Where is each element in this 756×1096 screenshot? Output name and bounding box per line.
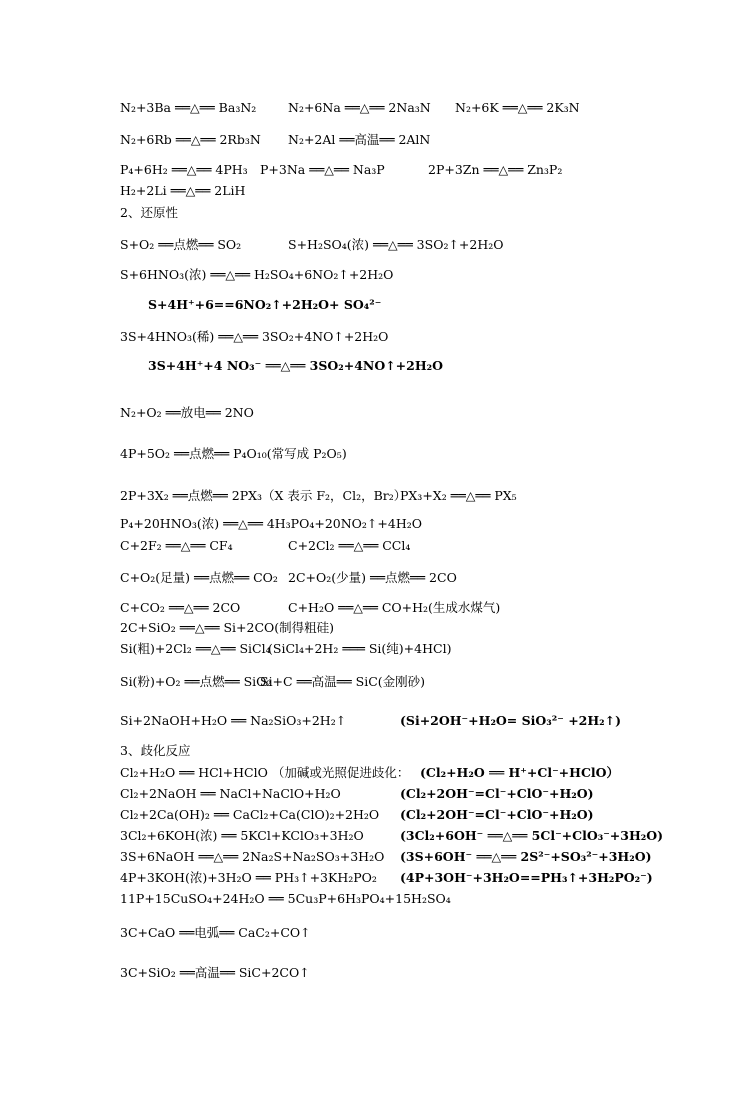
equation-text: S+6HNO₃(浓) ══△══ H₂SO₄+6NO₂↑+2H₂O xyxy=(120,267,394,282)
equation-text: 3、歧化反应 xyxy=(120,743,191,758)
equation-text: N₂+6Rb ══△══ 2Rb₃N xyxy=(120,132,261,147)
equation-text: 3Cl₂+6KOH(浓) ══ 5KCl+KClO₃+3H₂O xyxy=(120,828,364,843)
equation-text: C+2Cl₂ ══△══ CCl₄ xyxy=(288,538,411,553)
equation-text: C+O₂(足量) ══点燃══ CO₂ xyxy=(120,570,278,585)
equation-text: (SiCl₄+2H₂ ═══ Si(纯)+4HCl) xyxy=(268,641,452,656)
equation-text: Si+2NaOH+H₂O ══ Na₂SiO₃+2H₂↑ xyxy=(120,713,347,728)
equation-text: (Si+2OH⁻+H₂O= SiO₃²⁻ +2H₂↑) xyxy=(400,713,622,728)
equation-text: 2P+3Zn ══△══ Zn₃P₂ xyxy=(428,162,563,177)
equation-text: Si+C ══高温══ SiC(金刚砂) xyxy=(260,674,426,689)
equation-text: H₂+2Li ══△══ 2LiH xyxy=(120,183,246,198)
equation-text: P₄+20HNO₃(浓) ══△══ 4H₃PO₄+20NO₂↑+4H₂O xyxy=(120,516,422,531)
equation-text: N₂+3Ba ══△══ Ba₃N₂ xyxy=(120,100,257,115)
equation-text: C+H₂O ══△══ CO+H₂(生成水煤气) xyxy=(288,600,501,615)
equation-text: Si(粉)+O₂ ══点燃══ SiO₂ xyxy=(120,674,272,689)
equation-text: 3C+SiO₂ ══高温══ SiC+2CO↑ xyxy=(120,965,310,980)
equation-text: Cl₂+2Ca(OH)₂ ══ CaCl₂+Ca(ClO)₂+2H₂O xyxy=(120,807,380,822)
equation-text: (4P+3OH⁻+3H₂O==PH₃↑+3H₂PO₂⁻) xyxy=(400,870,653,885)
equation-text: C+CO₂ ══△══ 2CO xyxy=(120,600,241,615)
equation-text: 3C+CaO ══电弧══ CaC₂+CO↑ xyxy=(120,925,311,940)
equation-text: Cl₂+H₂O ══ HCl+HClO （加碱或光照促进歧化： xyxy=(120,765,410,780)
equation-text: 3S+4HNO₃(稀) ══△══ 3SO₂+4NO↑+2H₂O xyxy=(120,329,389,344)
equation-text: Si(粗)+2Cl₂ ══△══ SiCl₄ xyxy=(120,641,271,656)
equation-text: P+3Na ══△══ Na₃P xyxy=(260,162,385,177)
equation-text: 2C+O₂(少量) ══点燃══ 2CO xyxy=(288,570,457,585)
equation-text: N₂+6K ══△══ 2K₃N xyxy=(455,100,580,115)
equation-text: (Cl₂+2OH⁻=Cl⁻+ClO⁻+H₂O) xyxy=(400,786,594,801)
equation-text: 3S+4H⁺+4 NO₃⁻ ══△══ 3SO₂+4NO↑+2H₂O xyxy=(148,358,444,373)
equation-text: (3S+6OH⁻ ══△══ 2S²⁻+SO₃²⁻+3H₂O) xyxy=(400,849,652,864)
equation-text: 2C+SiO₂ ══△══ Si+2CO(制得粗硅) xyxy=(120,620,335,635)
equation-text: (Cl₂+H₂O ══ H⁺+Cl⁻+HClO） xyxy=(420,765,620,780)
equation-text: S+H₂SO₄(浓) ══△══ 3SO₂↑+2H₂O xyxy=(288,237,504,252)
equation-text: Cl₂+2NaOH ══ NaCl+NaClO+H₂O xyxy=(120,786,341,801)
equation-text: N₂+6Na ══△══ 2Na₃N xyxy=(288,100,431,115)
equation-text: (3Cl₂+6OH⁻ ══△══ 5Cl⁻+ClO₃⁻+3H₂O) xyxy=(400,828,664,843)
equation-text: N₂+2Al ══高温══ 2AlN xyxy=(288,132,431,147)
equation-text: 11P+15CuSO₄+24H₂O ══ 5Cu₃P+6H₃PO₄+15H₂SO₄ xyxy=(120,891,451,906)
equation-text: PX₃+X₂ ══△══ PX₅ xyxy=(400,488,517,503)
equation-text: 4P+3KOH(浓)+3H₂O ══ PH₃↑+3KH₂PO₂ xyxy=(120,870,377,885)
equation-text: 3S+6NaOH ══△══ 2Na₂S+Na₂SO₃+3H₂O xyxy=(120,849,385,864)
equation-text: (Cl₂+2OH⁻=Cl⁻+ClO⁻+H₂O) xyxy=(400,807,594,822)
equation-text: 4P+5O₂ ══点燃══ P₄O₁₀(常写成 P₂O₅) xyxy=(120,446,347,461)
equation-text: P₄+6H₂ ══△══ 4PH₃ xyxy=(120,162,248,177)
equation-text: 2、还原性 xyxy=(120,205,178,220)
equation-text: S+O₂ ══点燃══ SO₂ xyxy=(120,237,242,252)
equation-text: N₂+O₂ ══放电══ 2NO xyxy=(120,405,254,420)
equation-text: S+4H⁺+6==6NO₂↑+2H₂O+ SO₄²⁻ xyxy=(148,297,382,312)
equation-text: 2P+3X₂ ══点燃══ 2PX₃（X 表示 F₂，Cl₂，Br₂） xyxy=(120,488,407,503)
equation-text: C+2F₂ ══△══ CF₄ xyxy=(120,538,233,553)
